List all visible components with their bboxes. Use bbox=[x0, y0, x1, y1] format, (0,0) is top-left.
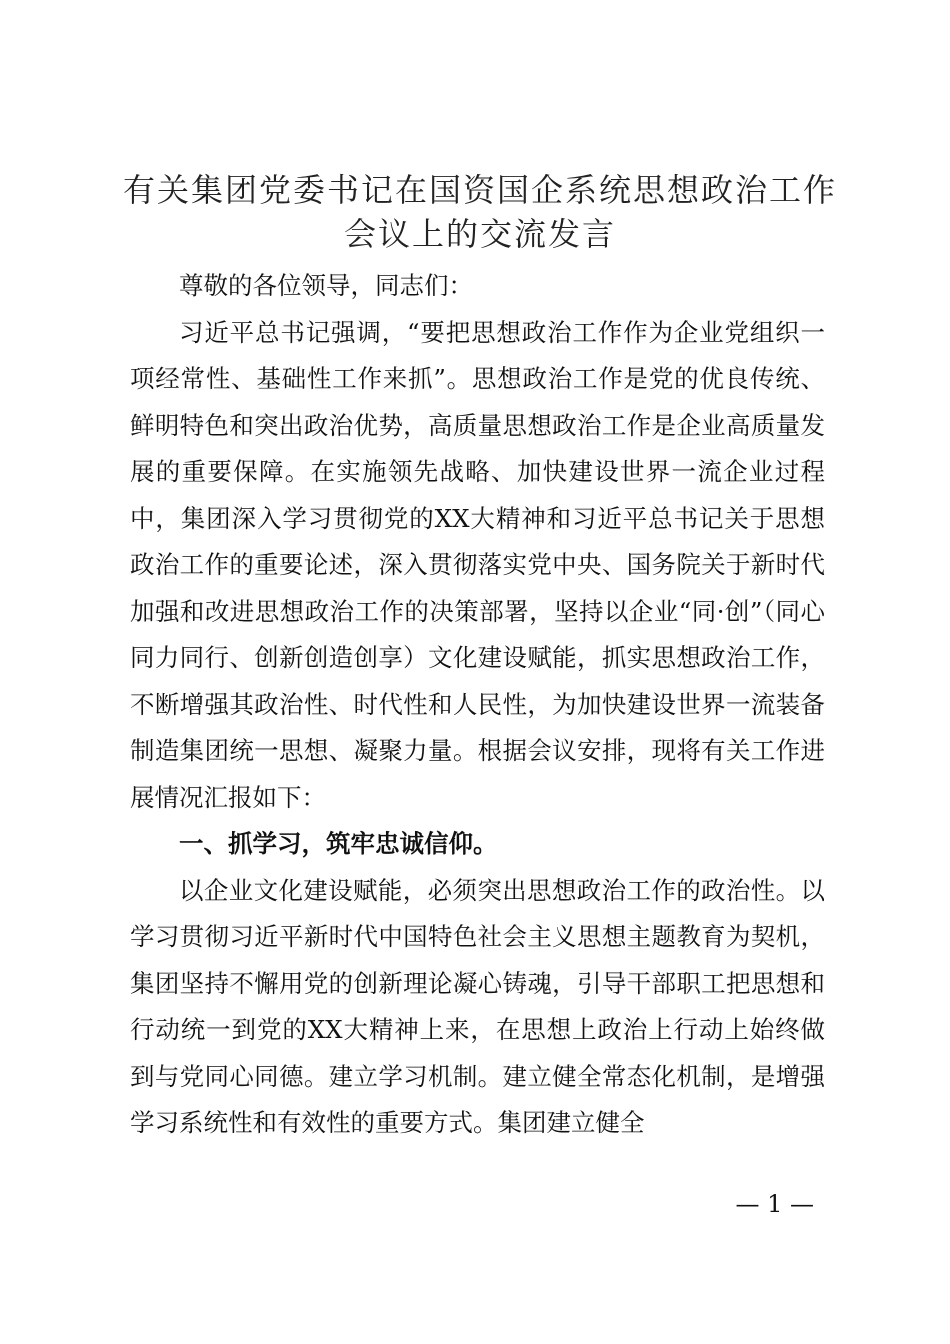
salutation: 尊敬的各位领导，同志们： bbox=[179, 271, 473, 300]
document-body bbox=[130, 263, 825, 1147]
page-number: — 1 — bbox=[735, 1190, 814, 1218]
intro-paragraph: 习近平总书记强调，“要把思想政治工作作为企业党组织一项经常性、基础性工作来抓”。思想政治工作是党的优良传统、鲜明特色和突出政治优势，高质量思想政治工作是企业高质量发展的重要保障。在实施领先战略、加快建设世界一流企业过程中，集团深入学习贯彻党的XX大精神和习近平总书记关于思想政治工作的重要论述，深入贯彻落实党中央、国务院关于新时代加强和改进思想政治工作的决策部署，坚持以企业“同·创”（同心同力同行、创新创造创享）文化建设赋能，抓实思想政治工作，不断增强其政治性、时代性和人民性，为加快建设世界一流装备制造集团统一思想、凝聚力量。根据会议安排，现将有关工作进展情况汇报如下： bbox=[130, 317, 825, 812]
section-paragraph: 以企业文化建设赋能，必须突出思想政治工作的政治性。以学习贯彻习近平新时代中国特色社会主义思想主题教育为契机，集团坚持不懈用党的创新理论凝心铸魂，引导干部职工把思想和行动统一到党的XX大精神上来，在思想上政治上行动上始终做到与党同心同德。建立学习机制。建立健全常态化机制，是增强学习系统性和有效性的重要方式。集团建立健全 bbox=[130, 875, 825, 1137]
section-heading: 一、抓学习，筑牢忠诚信仰。 bbox=[179, 829, 498, 858]
document-title: 有关集团党委书记在国资国企系统思想政治工作会议上的交流发言 bbox=[122, 171, 837, 253]
